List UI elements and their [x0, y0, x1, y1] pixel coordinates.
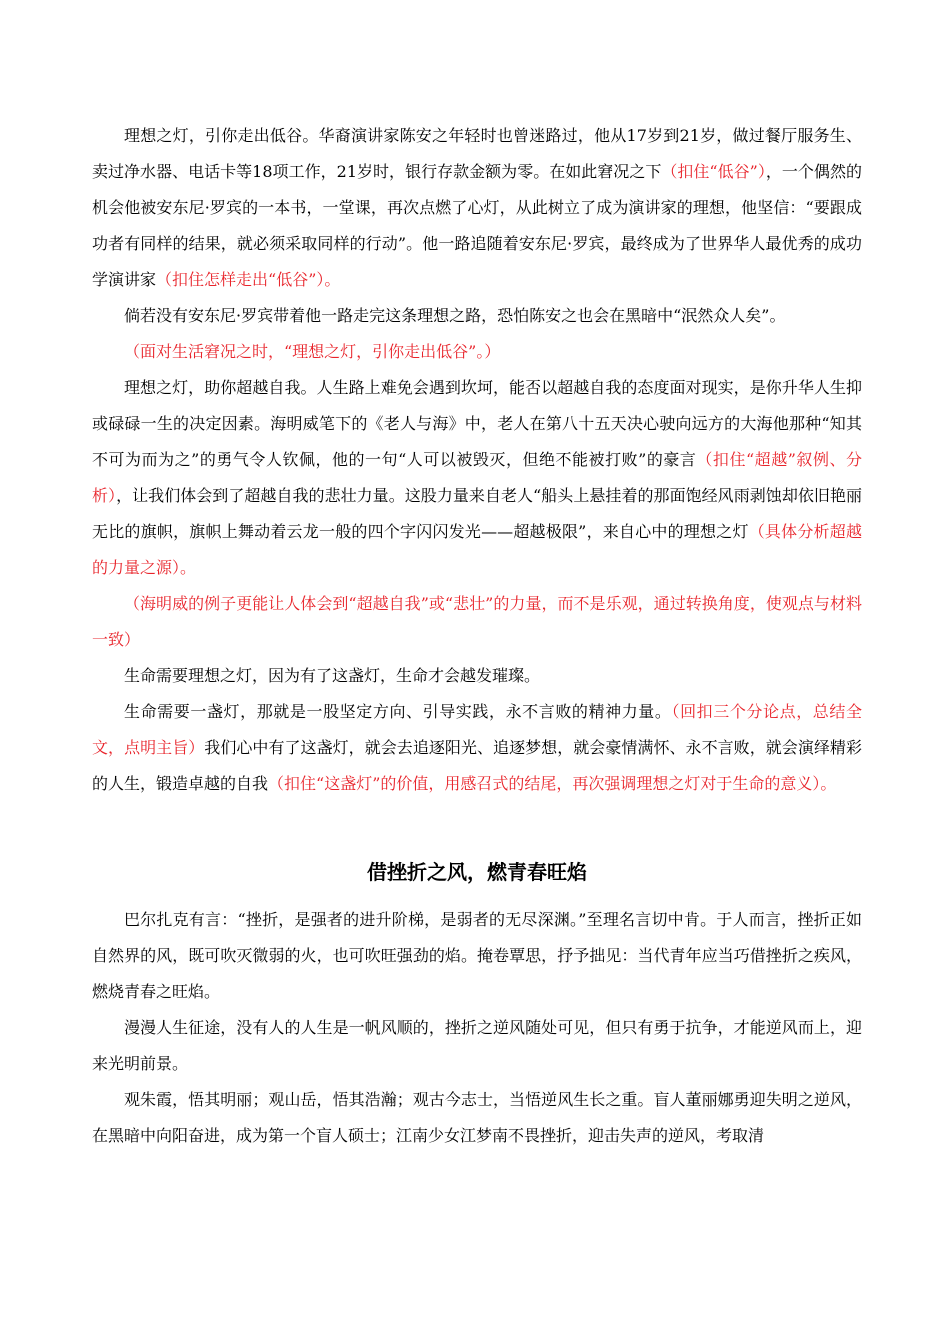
- body-text: 我们心中有了这盏灯，就会去追逐阳光、追逐梦想，就会豪情满怀、永不言败，就会演绎精彩的人生，锻造卓越的自我: [92, 738, 862, 793]
- annotation: （回扣三个分论点，总结全文，点明主旨）: [92, 702, 862, 757]
- paragraph: 生命需要理想之灯，因为有了这盏灯，生命才会越发璀璨。: [124, 666, 541, 685]
- paragraph: 倘若没有安东尼·罗宾带着他一路走完这条理想之路，恐怕陈安之也会在黑暗中“泯然众人矣”。: [124, 306, 786, 325]
- body-text: 理想之灯，引你走出低谷。华裔演讲家陈安之年轻时也曾迷路过，他从17岁到21岁，做过餐厅服务生、卖过净水器、电话卡等18项工作，21岁时，银行存款金额为零。在如此窘况之下: [92, 126, 862, 181]
- annotation: （扣住“低谷”）: [661, 162, 766, 181]
- annotation-paragraph: （面对生活窘况之时，“理想之灯，引你走出低谷”。）: [124, 342, 501, 361]
- paragraph: 观朱霞，悟其明丽；观山岳，悟其浩瀚；观古今志士，当悟逆风生长之重。盲人董丽娜勇迎失明之逆风，在黑暗中向阳奋进，成为第一个盲人硕士；江南少女江梦南不畏挫折，迎击失声的逆风，考取清: [92, 1090, 862, 1145]
- essay-title: 借挫折之风，燃青春旺焰: [367, 860, 587, 884]
- annotation: （扣住怎样走出“低谷”）。: [156, 270, 341, 289]
- document-page: [92, 118, 862, 1154]
- paragraph: [92, 694, 862, 802]
- body-text: ，一个偶然的机会他被安东尼·罗宾的一本书，一堂课，再次点燃了心灯，从此树立了成为演讲家的理想，他坚信：“要跟成功者有同样的结果，就必须采取同样的行动”。他一路追随着安东尼·罗宾，最终成为了世界华人最优秀的成功学演讲家: [92, 162, 862, 289]
- annotation: （扣住“超越”叙例、分析）: [92, 450, 862, 505]
- annotation: （扣住“这盏灯”的价值，用感召式的结尾，再次强调理想之灯对于生命的意义）。: [268, 774, 837, 793]
- annotation-paragraph: （海明威的例子更能让人体会到“超越自我”或“悲壮”的力量，而不是乐观，通过转换角度，使观点与材料一致）: [92, 594, 862, 649]
- annotation: （具体分析超越的力量之源）。: [92, 522, 862, 577]
- paragraph: 漫漫人生征途，没有人的人生是一帆风顺的，挫折之逆风随处可见，但只有勇于抗争，才能逆风而上，迎来光明前景。: [92, 1018, 862, 1073]
- paragraph: 巴尔扎克有言：“挫折，是强者的进升阶梯，是弱者的无尽深渊。”至理名言切中肯。于人而言，挫折正如自然界的风，既可吹灭微弱的火，也可吹旺强劲的焰。掩卷覃思，抒予拙见：当代青年应当巧借挫折之疾风，燃烧青春之旺焰。: [92, 910, 862, 1001]
- body-text: ，让我们体会到了超越自我的悲壮力量。这股力量来自老人“船头上悬挂着的那面饱经风雨剥蚀却依旧艳丽无比的旗帜，旗帜上舞动着云龙一般的四个字闪闪发光——超越极限”，来自心中的理想之灯: [92, 486, 862, 541]
- paragraph: [92, 370, 862, 586]
- body-text: 理想之灯，助你超越自我。人生路上难免会遇到坎坷，能否以超越自我的态度面对现实，是你升华人生抑或碌碌一生的决定因素。海明威笔下的《老人与海》中，老人在第八十五天决心驶向远方的大海他那种“知其不可为而为之”的勇气令人钦佩，他的一句“人可以被毁灭，但绝不能被打败”的豪言: [92, 378, 862, 469]
- body-text: 生命需要一盏灯，那就是一股坚定方向、引导实践，永不言败的精神力量。: [124, 702, 672, 721]
- paragraph: [92, 118, 862, 298]
